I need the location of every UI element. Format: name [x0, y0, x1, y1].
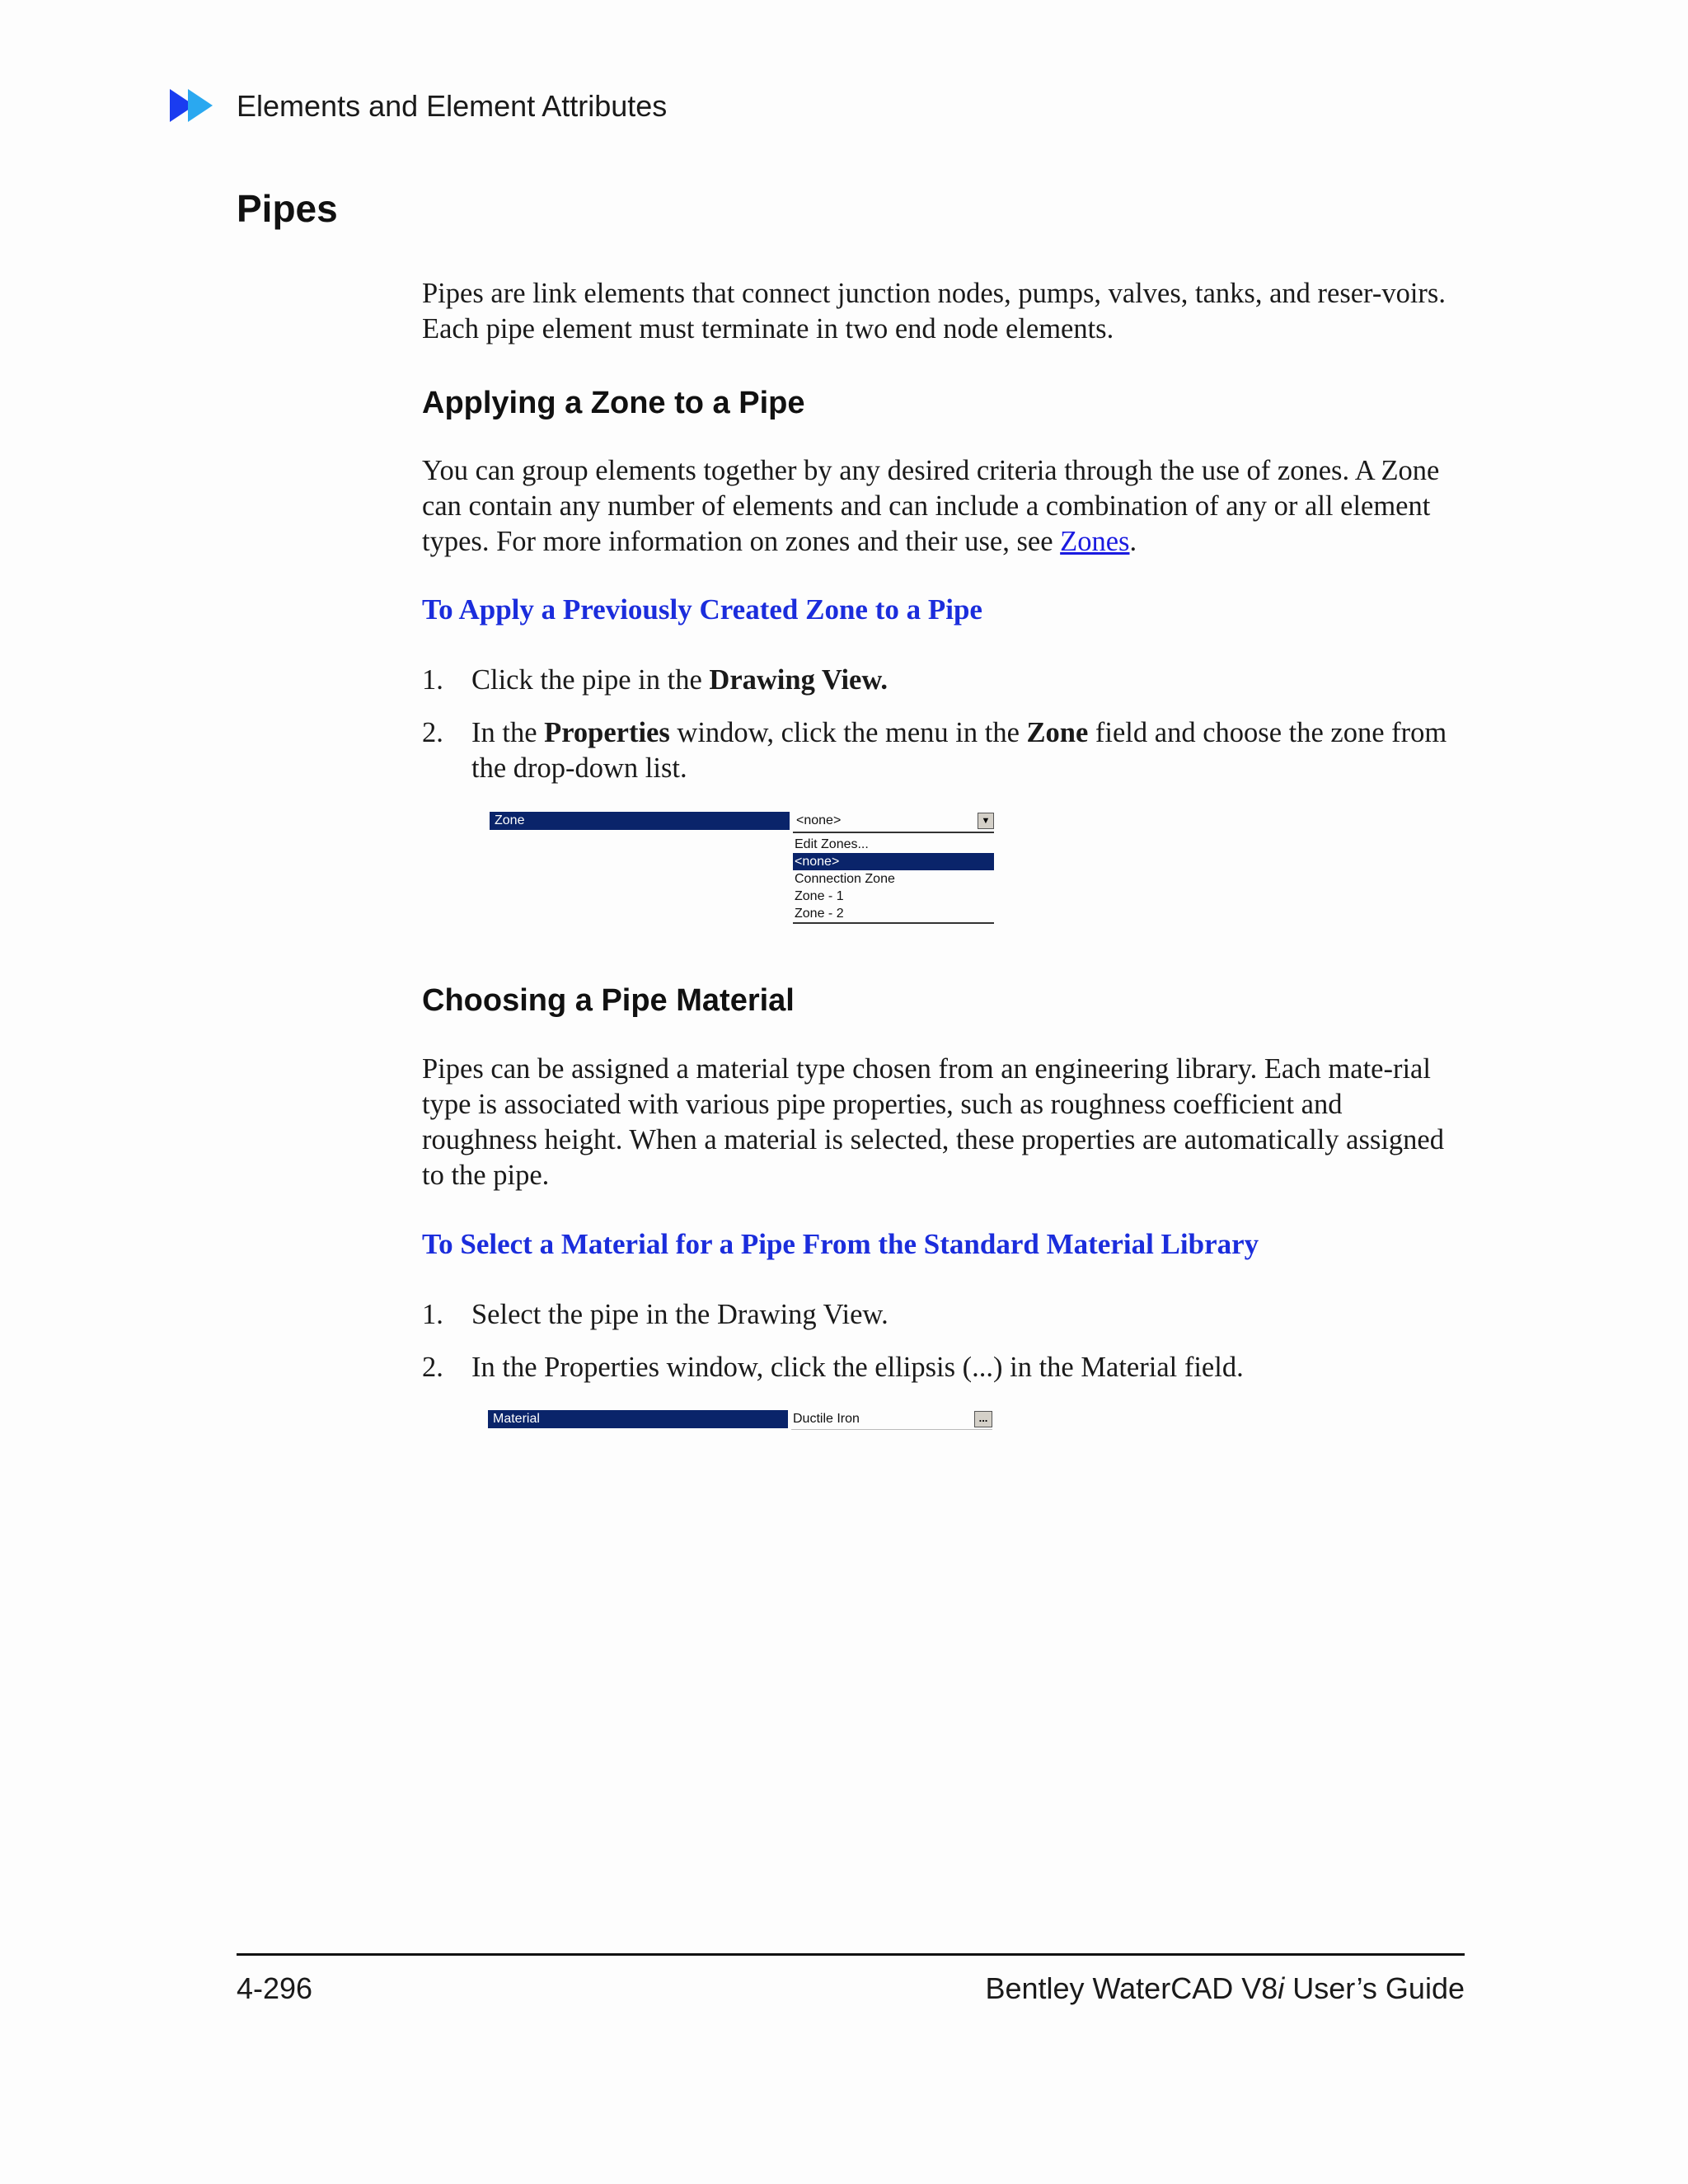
material-field-value: Ductile Iron — [793, 1412, 860, 1426]
zones-link[interactable]: Zones — [1060, 526, 1130, 557]
page-number: 4-296 — [237, 1971, 313, 2005]
zone-procedure-heading: To Apply a Previously Created Zone to a Pipe — [422, 593, 982, 626]
ellipsis-button-icon[interactable]: ... — [974, 1411, 992, 1427]
zone-option-zone-2[interactable]: Zone - 2 — [795, 907, 844, 921]
zone-section-heading: Applying a Zone to a Pipe — [422, 386, 805, 420]
dropdown-arrow-icon[interactable]: ▼ — [978, 813, 994, 829]
zone-option-edit-zones[interactable]: Edit Zones... — [795, 837, 869, 851]
zone-paragraph: You can group elements together by any desired criteria through the use of zones. A Zone can contain any number of elements and can include a combination of any or all element types. For more information on zones and their use, see Zones. — [422, 455, 1440, 557]
material-section-heading: Choosing a Pipe Material — [422, 983, 795, 1018]
double-chevron-right-icon — [170, 87, 223, 124]
running-header: Elements and Element Attributes — [237, 89, 668, 123]
page-title: Pipes — [237, 187, 338, 230]
zone-property-label: Zone — [490, 812, 790, 830]
guide-title: Bentley WaterCAD V8i User’s Guide — [985, 1971, 1465, 2005]
material-paragraph: Pipes can be assigned a material type chosen from an engineering library. Each mate-rial type is associated with various pipe properties, such as roughness coefficient and roughness height. When a material is selected, these properties are automatically assigned to the pipe. — [422, 1053, 1444, 1191]
material-procedure-heading: To Select a Material for a Pipe From the Standard Material Library — [422, 1228, 1259, 1260]
zone-option-none[interactable]: <none> — [793, 853, 994, 870]
zone-option-connection-zone[interactable]: Connection Zone — [795, 872, 895, 886]
intro-paragraph: Pipes are link elements that connect junction nodes, pumps, valves, tanks, and reser-voirs. Each pipe element must terminate in two end node elements. — [422, 278, 1446, 344]
zone-dropdown[interactable] — [793, 812, 994, 833]
zone-dropdown-value: <none> — [796, 813, 842, 827]
material-property-label: Material — [488, 1410, 788, 1428]
footer-rule — [237, 1953, 1465, 1956]
zone-option-zone-1[interactable]: Zone - 1 — [795, 889, 844, 903]
material-field[interactable] — [791, 1410, 992, 1430]
zone-dropdown-list — [793, 836, 994, 924]
